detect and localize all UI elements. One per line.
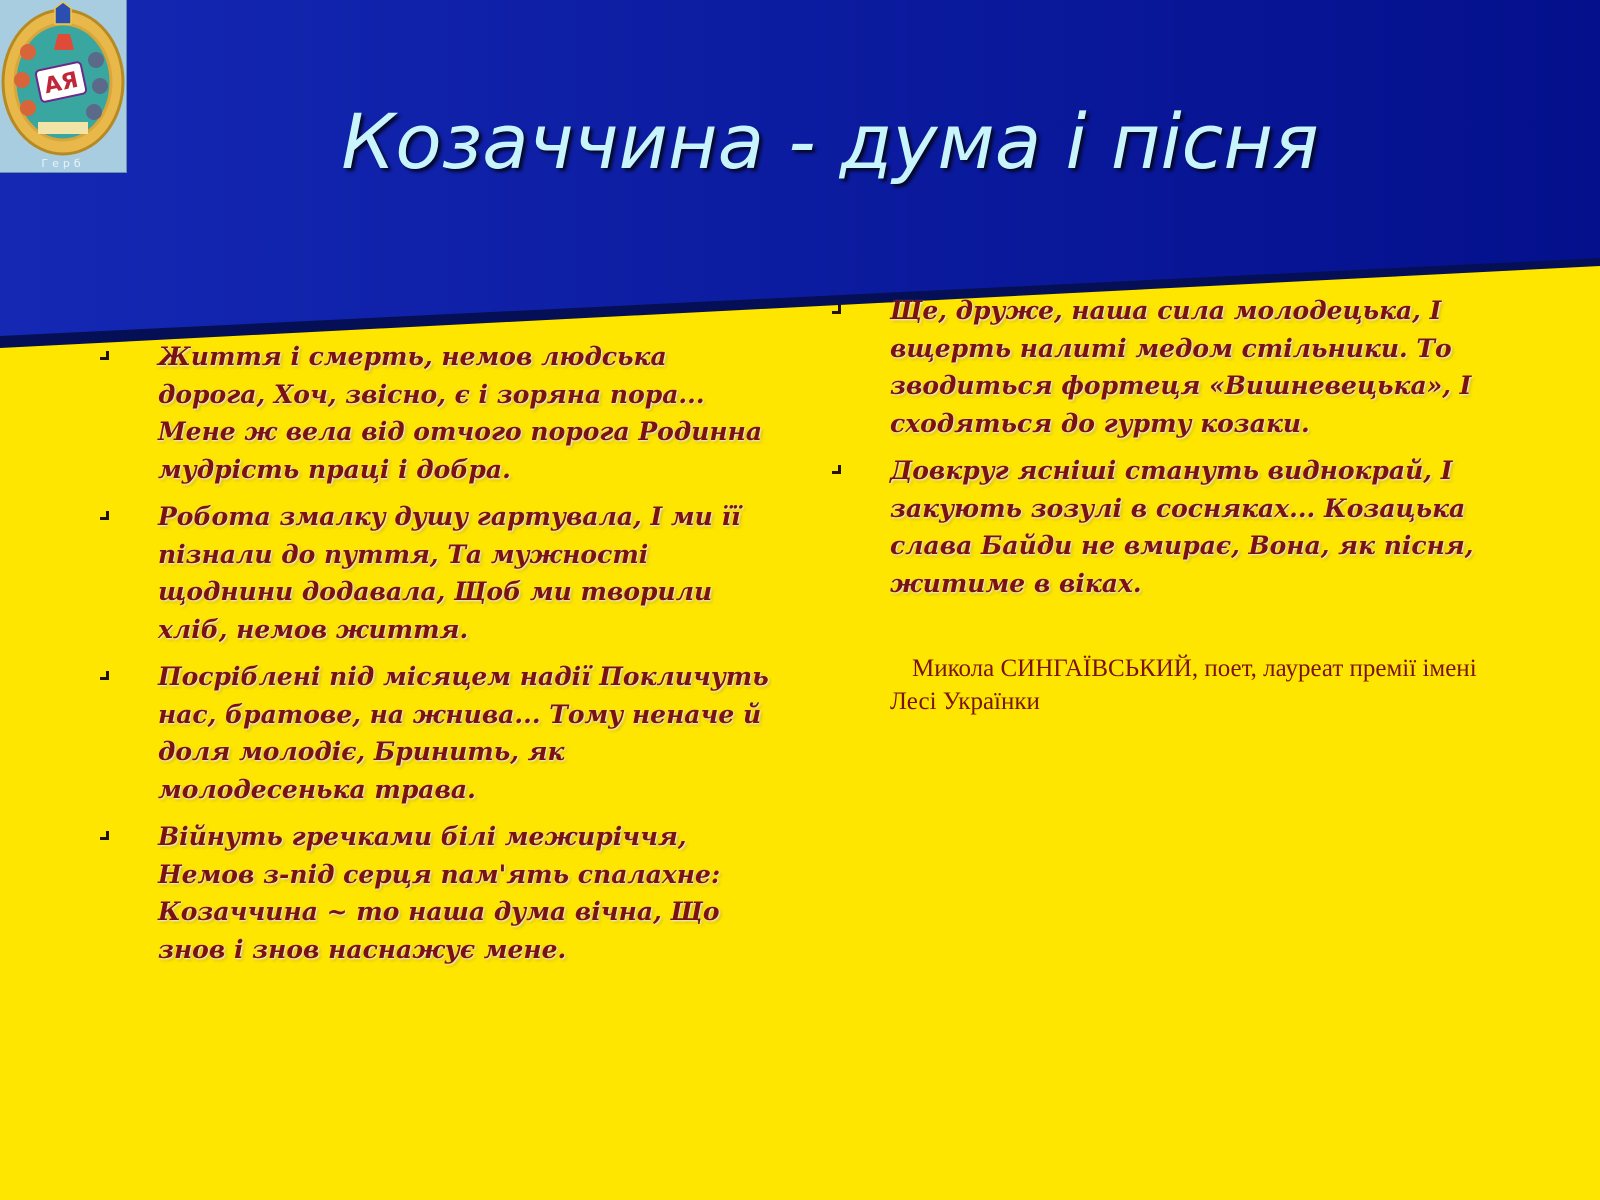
school-emblem xyxy=(0,0,127,173)
square-bullet-icon xyxy=(100,511,109,520)
poem-stanza xyxy=(832,452,1512,602)
poem-stanza xyxy=(832,292,1512,442)
square-bullet-icon xyxy=(832,305,841,314)
slide-title: Козаччина - дума і пісня xyxy=(341,97,1319,186)
poem-stanza xyxy=(100,498,780,648)
stanza-text: Робота змалку душу гартувала, І ми її пізнали до пуття, Та мужності щоднини додавала, Щоб ми творили хліб, немов життя. xyxy=(158,502,741,644)
square-bullet-icon xyxy=(832,465,841,474)
square-bullet-icon xyxy=(100,671,109,680)
poem-stanza xyxy=(100,658,780,808)
poem-stanza xyxy=(100,338,780,488)
author-credit: Микола СИНГАЇВСЬКИЙ, поет, лауреат премії імені Лесі Українки xyxy=(890,655,1477,715)
stanza-text: Довкруг ясніші стануть виднокрай, І закують зозулі в сосняках... Козацька слава Байди не вмирає, Вона, як пісня, житиме в віках. xyxy=(890,456,1474,598)
emblem-caption: Герб xyxy=(41,157,85,170)
poem-stanza xyxy=(100,818,780,968)
stanza-text: Війнуть гречками білі межиріччя, Немов з-під серця пам'ять спалахне: Козаччина ~ то наша дума вічна, Що знов і знов наснажує мене. xyxy=(158,822,721,964)
left-column xyxy=(100,338,780,978)
right-column xyxy=(832,292,1512,612)
square-bullet-icon xyxy=(100,351,109,360)
stanza-text: Ще, друже, наша сила молодецька, І вщерть налиті медом стільники. То зводиться фортеця «Вишневецька», І сходяться до гурту козаки. xyxy=(890,296,1472,438)
stanza-text: Життя і смерть, немов людська дорога, Хоч, звісно, є і зоряна пора... Мене ж вела від отчого порога Родинна мудрість праці і добра. xyxy=(158,342,763,484)
emblem-letters: АЯ xyxy=(42,67,81,100)
stanza-text: Посріблені під місяцем надії Покличуть нас, братове, на жнива... Тому неначе й доля молодіє, Бринить, як молодесенька трава. xyxy=(158,662,769,804)
square-bullet-icon xyxy=(100,831,109,840)
